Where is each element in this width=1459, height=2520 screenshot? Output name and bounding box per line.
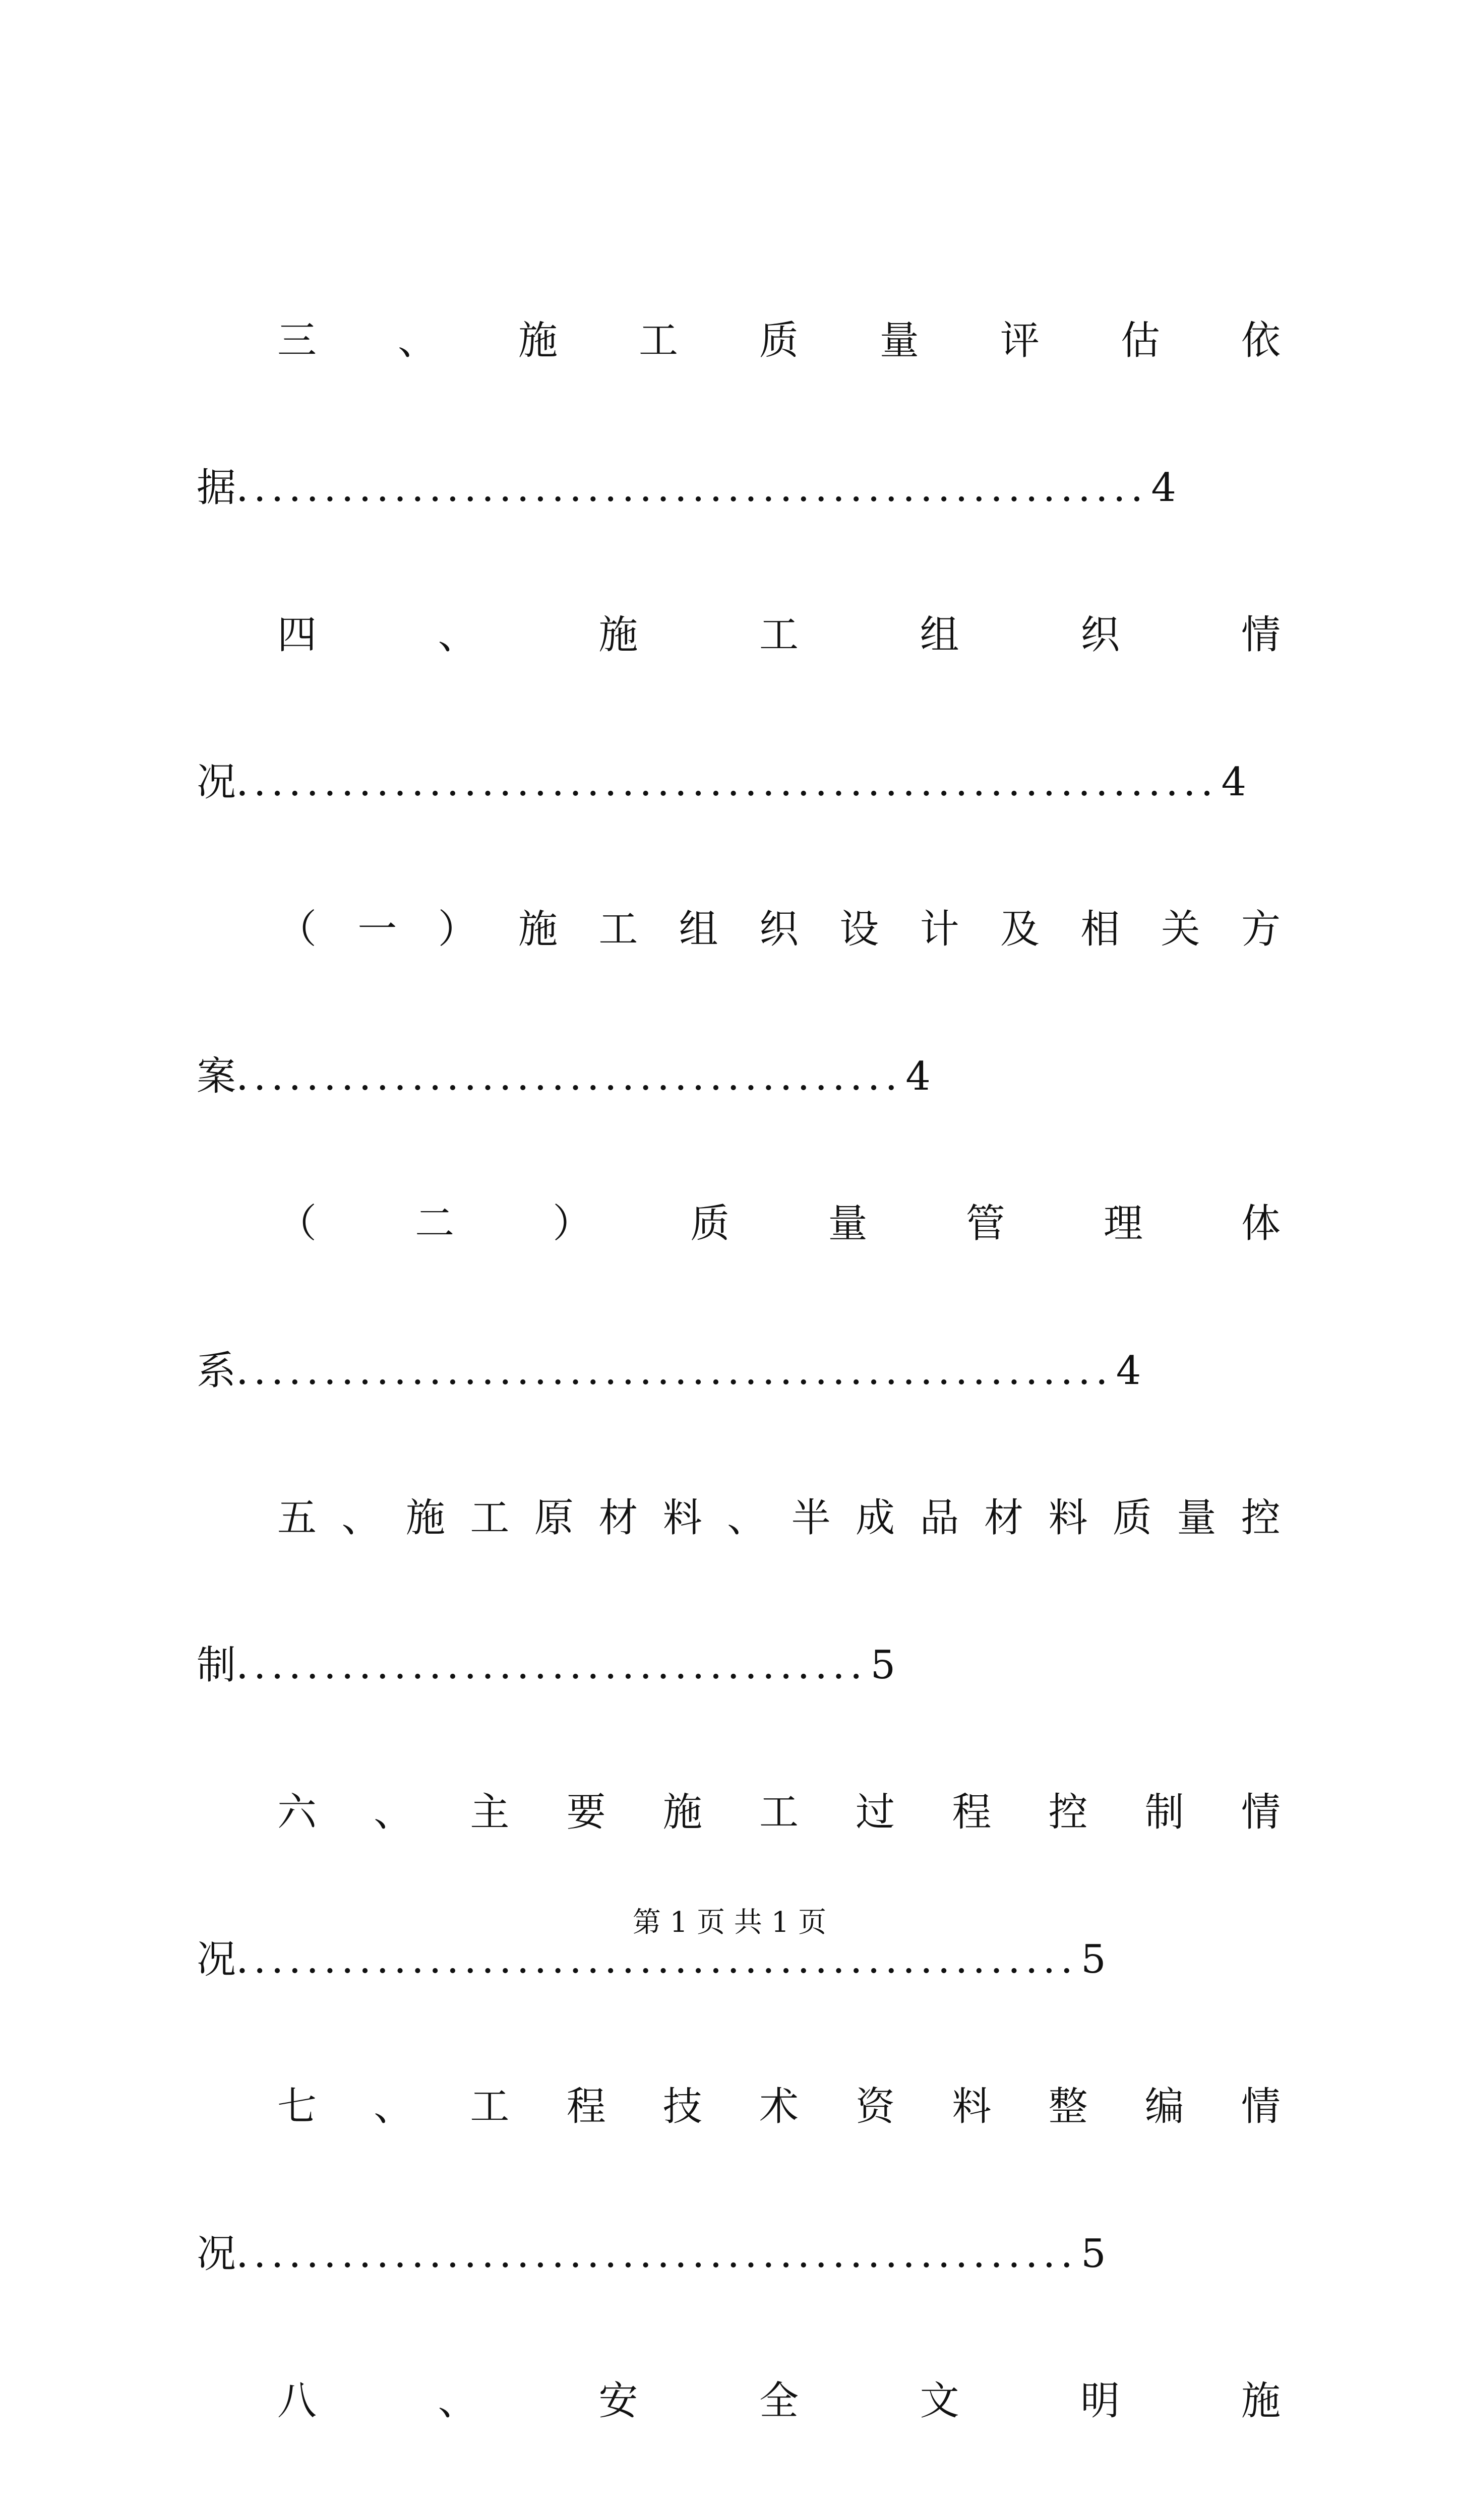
toc-heading-char: 施 <box>405 1495 445 1541</box>
toc-entry-heading <box>197 2327 1281 2475</box>
toc-entry-leader <box>197 1592 1281 1739</box>
toc-heading-char: 组 <box>920 612 959 658</box>
toc-leader-dots: ...................................... <box>236 1057 903 1096</box>
toc-heading-char: 资 <box>856 2084 895 2129</box>
toc-heading-char: 施 <box>518 318 558 363</box>
toc-heading-char: 整 <box>1048 2084 1088 2129</box>
toc-heading-char: 关 <box>1161 907 1200 952</box>
toc-heading-char: 五 <box>277 1495 317 1541</box>
toc-entry-continuation: 系 <box>197 1348 236 1394</box>
toc-heading-char: 明 <box>1080 2378 1120 2424</box>
toc-entry-leader <box>197 1003 1281 1150</box>
toc-heading-char: 情 <box>1241 2084 1281 2129</box>
toc-heading-char: 安 <box>598 2378 638 2424</box>
toc-heading-char: 及 <box>1000 907 1040 952</box>
toc-heading-char: 情 <box>1241 612 1281 658</box>
toc-heading-char: 半 <box>791 1495 831 1541</box>
toc-heading-char: 制 <box>1144 1790 1184 1835</box>
toc-entry-heading <box>197 267 1281 414</box>
toc-heading-char: 设 <box>839 907 879 952</box>
toc-page-number: 5 <box>1081 2231 1106 2277</box>
toc-heading-char: 料 <box>1048 1495 1088 1541</box>
toc-entry-leader <box>197 414 1281 561</box>
toc-entry-continuation: 况 <box>197 2231 236 2277</box>
toc-heading-char: 组 <box>679 907 718 952</box>
toc-page-number: 4 <box>1116 1348 1141 1394</box>
toc-heading-char: 、 <box>374 2084 413 2129</box>
toc-heading-char: 材 <box>598 1495 638 1541</box>
toc-heading-char: 料 <box>662 1495 702 1541</box>
toc-heading-char: 情 <box>1241 1790 1281 1835</box>
toc-heading-char: 工 <box>638 318 678 363</box>
toc-heading-char: ） <box>553 1201 592 1246</box>
toc-heading-char: 量 <box>828 1201 868 1246</box>
toc-entry-continuation: 况 <box>197 1937 236 1982</box>
toc-entry-heading <box>197 2033 1281 2180</box>
toc-heading-char: 四 <box>277 612 317 658</box>
toc-heading-char: 主 <box>470 1790 510 1835</box>
toc-heading-char: 织 <box>759 907 799 952</box>
toc-entry-leader <box>197 2475 1281 2520</box>
toc-heading-char: 依 <box>1241 318 1281 363</box>
toc-heading-char: 、 <box>397 318 437 363</box>
toc-heading-char: 程 <box>952 1790 992 1835</box>
toc-heading-char: 要 <box>566 1790 606 1835</box>
toc-page-number: 4 <box>905 1054 931 1099</box>
toc-leader-dots: ........................................................ <box>236 763 1219 802</box>
toc-heading-char: 方 <box>1241 907 1281 952</box>
toc-heading-char: 体 <box>1241 1201 1281 1246</box>
toc-leader-dots: .................................................... <box>236 468 1148 508</box>
toc-heading-char: 三 <box>277 318 317 363</box>
toc-heading-char: 文 <box>920 2378 959 2424</box>
toc-heading-char: 质 <box>1112 1495 1152 1541</box>
toc-heading-char: 工 <box>759 612 799 658</box>
toc-heading-char: 工 <box>759 1790 799 1835</box>
toc-heading-char: 质 <box>690 1201 730 1246</box>
toc-entry-heading <box>197 1739 1281 1886</box>
toc-heading-char: 施 <box>598 612 638 658</box>
toc-leader-dots: .................................... <box>236 1646 868 1685</box>
toc-heading-char: 控 <box>1048 1790 1088 1835</box>
toc-heading-char: 、 <box>341 1495 381 1541</box>
toc-heading-char: 织 <box>1080 612 1120 658</box>
toc-entry-heading <box>197 856 1281 1003</box>
toc-heading-char: 质 <box>759 318 799 363</box>
toc-heading-char: 六 <box>277 1790 317 1835</box>
toc-entry-leader <box>197 709 1281 856</box>
toc-entry-continuation: 制 <box>197 1643 236 1688</box>
toc-heading-char: 二 <box>415 1201 455 1246</box>
toc-entry-leader <box>197 2180 1281 2327</box>
toc-heading-char: 材 <box>984 1495 1023 1541</box>
toc-heading-char: ） <box>438 907 477 952</box>
toc-entry-leader <box>197 1297 1281 1444</box>
toc-heading-char: 工 <box>470 2084 510 2129</box>
toc-heading-char: 料 <box>952 2084 992 2129</box>
toc-heading-char: 理 <box>1103 1201 1143 1246</box>
toc-heading-char: （ <box>277 907 317 952</box>
toc-heading-char: 编 <box>1144 2084 1184 2129</box>
toc-heading-char: 管 <box>965 1201 1005 1246</box>
toc-heading-char: 估 <box>1120 318 1160 363</box>
toc-entry-heading <box>197 1444 1281 1592</box>
toc-heading-char: 施 <box>1241 2378 1281 2424</box>
toc-heading-char: 过 <box>856 1790 895 1835</box>
toc-heading-char: 技 <box>662 2084 702 2129</box>
toc-heading-char: 工 <box>598 907 638 952</box>
toc-heading-char: 品 <box>920 1495 959 1541</box>
toc-heading-char: 相 <box>1080 907 1120 952</box>
toc-leader-dots: .................................................. <box>236 1351 1113 1391</box>
toc-entry-continuation: 况 <box>197 760 236 805</box>
toc-leader-dots: ................................................ <box>236 1940 1078 1979</box>
toc-heading-char: （ <box>277 1201 317 1246</box>
toc-entry-heading <box>197 1150 1281 1297</box>
toc-heading-char: 量 <box>1177 1495 1217 1541</box>
toc-heading-char: 术 <box>759 2084 799 2129</box>
toc-leader-dots: ................................................ <box>236 2234 1078 2274</box>
toc-heading-char: 、 <box>727 1495 767 1541</box>
toc-heading-char: 量 <box>879 318 919 363</box>
toc-page-number: 5 <box>1081 1937 1106 1982</box>
toc-entry-continuation: 案 <box>197 1054 236 1099</box>
toc-entry-continuation: 据 <box>197 465 236 511</box>
toc-page-number: 4 <box>1151 465 1176 511</box>
toc-heading-char: 七 <box>277 2084 317 2129</box>
toc-heading-char: 八 <box>277 2378 317 2424</box>
toc-heading-char: 工 <box>470 1495 510 1541</box>
toc-heading-char: 、 <box>374 1790 413 1835</box>
toc-heading-char: 评 <box>1000 318 1040 363</box>
table-of-contents <box>197 267 1281 2520</box>
toc-heading-char: 、 <box>438 612 477 658</box>
toc-heading-char: 成 <box>856 1495 895 1541</box>
toc-heading-char: 全 <box>759 2378 799 2424</box>
toc-heading-char: 程 <box>566 2084 606 2129</box>
toc-page-number: 5 <box>870 1643 896 1688</box>
toc-heading-char: 控 <box>1241 1495 1281 1541</box>
page-footer: 第 1 页 共 1 页 <box>632 1906 827 1939</box>
toc-page-number: 4 <box>1221 760 1247 805</box>
toc-heading-char: 、 <box>438 2378 477 2424</box>
toc-heading-char: 原 <box>534 1495 574 1541</box>
toc-heading-char: 一 <box>357 907 397 952</box>
toc-entry-heading <box>197 561 1281 709</box>
toc-heading-char: 施 <box>518 907 558 952</box>
toc-heading-char: 施 <box>662 1790 702 1835</box>
toc-heading-char: 计 <box>920 907 959 952</box>
